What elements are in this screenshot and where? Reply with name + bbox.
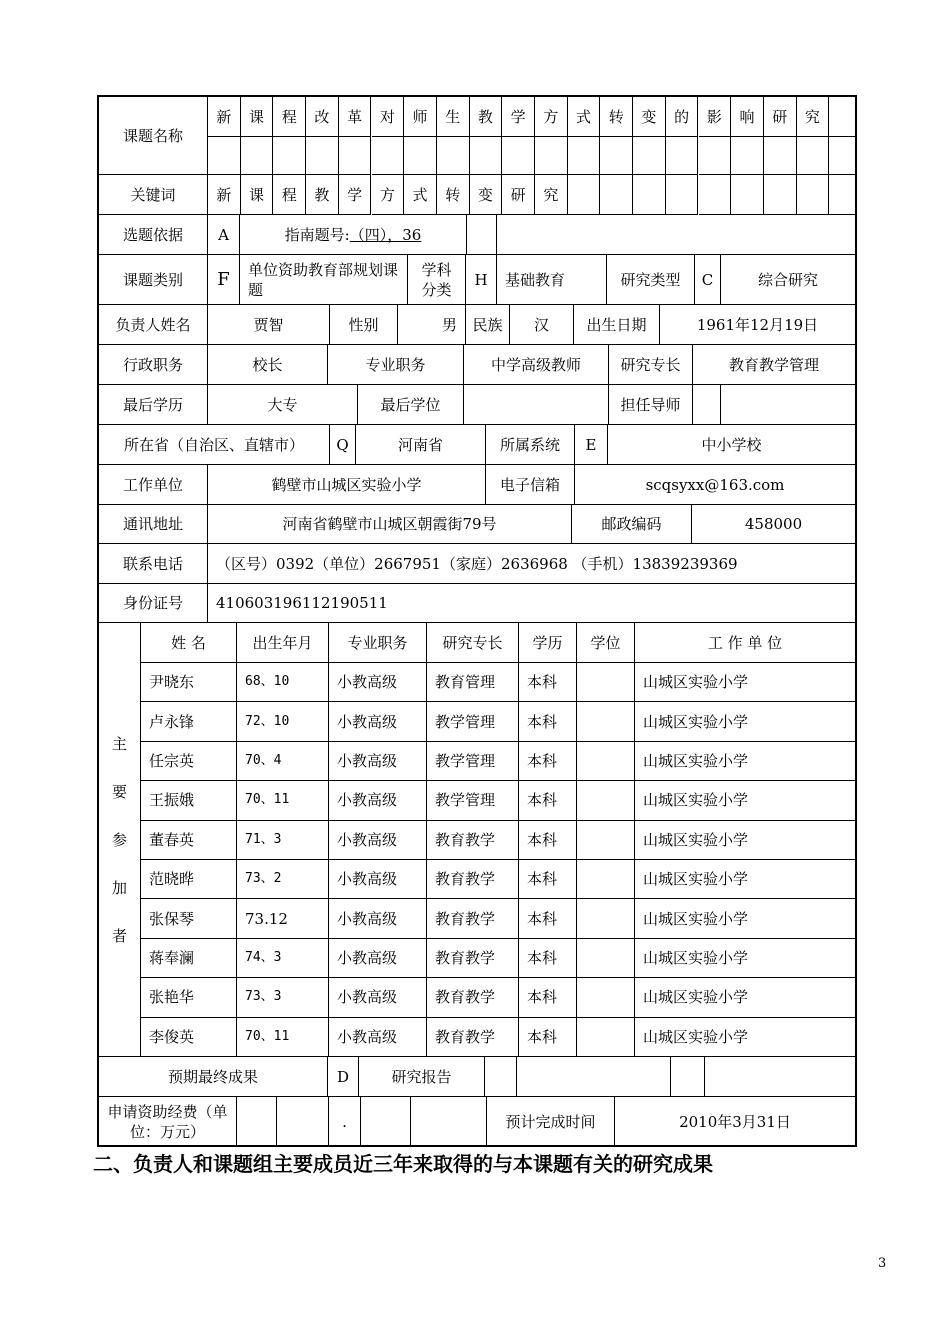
admin-label: 行政职务: [99, 345, 208, 385]
address-value: 河南省鹤壁市山城区朝霞街79号: [208, 505, 572, 544]
address-label: 通讯地址: [99, 505, 208, 544]
tutor-blank: [721, 385, 855, 425]
keyword-char: 方: [372, 175, 405, 215]
title-char: 变: [633, 97, 666, 137]
members-table-cell: [577, 978, 635, 1017]
members-table-cell: 小教高级: [329, 663, 427, 702]
members-table-cell: 71、3: [237, 821, 329, 860]
edu-value: 大专: [208, 385, 358, 425]
members-table-cell: 70、4: [237, 742, 329, 781]
title-char-blank: [339, 137, 372, 175]
title-char-blank: [731, 137, 764, 175]
degree-label: 最后学位: [358, 385, 464, 425]
members-table-cell: 山城区实验小学: [635, 899, 855, 938]
members-table-cell: 山城区实验小学: [635, 1018, 855, 1057]
members-table-cell: 本科: [519, 781, 577, 820]
keyword-char: 新: [208, 175, 241, 215]
title-char-blank: [306, 137, 339, 175]
members-table-cell: [577, 742, 635, 781]
members-table-cell: 本科: [519, 702, 577, 741]
members-table-cell: 73、3: [237, 978, 329, 1017]
members-header-cell: 学位: [577, 623, 635, 663]
title-char: 生: [437, 97, 470, 137]
members-table-cell: 小教高级: [329, 939, 427, 978]
system-label: 所属系统: [486, 425, 575, 465]
members-table-cell: 本科: [519, 663, 577, 702]
members-table-cell: 小教高级: [329, 978, 427, 1017]
members-table-cell: [577, 899, 635, 938]
keyword-char-blank: [764, 175, 797, 215]
title-char: 影: [699, 97, 732, 137]
keywords-label: 关键词: [99, 175, 208, 215]
tutor-label: 担任导师: [609, 385, 693, 425]
keyword-char-blank: [600, 175, 633, 215]
members-table-cell: 本科: [519, 978, 577, 1017]
keyword-char: 变: [470, 175, 503, 215]
members-table-cell: 小教高级: [329, 742, 427, 781]
members-table-cell: 山城区实验小学: [635, 781, 855, 820]
system-code: E: [575, 425, 608, 465]
edu-label: 最后学历: [99, 385, 208, 425]
province-label: 所在省（自治区、直辖市）: [99, 425, 330, 465]
title-char-blank: [241, 137, 274, 175]
keyword-char: 教: [306, 175, 339, 215]
keyword-char: 研: [502, 175, 535, 215]
members-table-cell: 70、11: [237, 1018, 329, 1057]
members-table-cell: 教育教学: [427, 899, 519, 938]
members-table-cell: [577, 939, 635, 978]
members-table-cell: [577, 702, 635, 741]
keyword-char: 式: [404, 175, 437, 215]
id-label: 身份证号: [99, 584, 208, 623]
title-char: 式: [568, 97, 601, 137]
funding-cell-3: [361, 1097, 411, 1147]
research-type-code: C: [695, 255, 721, 305]
title-char-blank: [502, 137, 535, 175]
zip-value: 458000: [692, 505, 855, 544]
members-table-cell: 70、11: [237, 781, 329, 820]
system-value: 中小学校: [608, 425, 855, 465]
email-label: 电子信箱: [486, 465, 575, 505]
keyword-char: 程: [273, 175, 306, 215]
members-table-cell: 教育教学: [427, 821, 519, 860]
keyword-char: 究: [535, 175, 568, 215]
title-char-blank: [764, 137, 797, 175]
title-char-blank: [829, 137, 855, 175]
members-header-cell: 学历: [519, 623, 577, 663]
guide-number: [240, 215, 467, 255]
title-char: 方: [535, 97, 568, 137]
title-char-blank: [535, 137, 568, 175]
members-table-cell: 73、2: [237, 860, 329, 899]
id-value: 410603196112190511: [208, 584, 855, 623]
keyword-char-blank: [797, 175, 830, 215]
work-unit-label: 工作单位: [99, 465, 208, 505]
page-number: 3: [878, 1256, 887, 1271]
members-table-cell: 教育教学: [427, 978, 519, 1017]
members-table-cell: 小教高级: [329, 899, 427, 938]
members-table-cell: 范晓晔: [141, 860, 237, 899]
basis-label: 选题依据: [99, 215, 208, 255]
result-label: 预期最终成果: [99, 1057, 328, 1097]
keyword-char-blank: [666, 175, 699, 215]
title-char-blank: [273, 137, 306, 175]
research-type-label: 研究类型: [607, 255, 695, 305]
members-header-cell: 研究专长: [427, 623, 519, 663]
title-char-blank: [404, 137, 437, 175]
members-table-cell: 山城区实验小学: [635, 742, 855, 781]
members-table-cell: 72、10: [237, 702, 329, 741]
basis-blank-wide: [497, 215, 855, 255]
title-char-blank: [633, 137, 666, 175]
title-label: 课题名称: [99, 97, 208, 175]
keyword-char-blank: [731, 175, 764, 215]
phone-value: （区号）0392（单位）2667951（家庭）2636968 （手机）13839239369: [208, 544, 855, 584]
members-table-cell: 本科: [519, 939, 577, 978]
members-table-cell: 山城区实验小学: [635, 939, 855, 978]
basis-code: A: [208, 215, 240, 255]
members-table-cell: 张艳华: [141, 978, 237, 1017]
keyword-char-blank: [829, 175, 855, 215]
members-table-cell: 本科: [519, 1018, 577, 1057]
keyword-char-blank: [699, 175, 732, 215]
members-table-cell: 蒋奉澜: [141, 939, 237, 978]
title-char: 研: [764, 97, 797, 137]
zip-label: 邮政编码: [572, 505, 692, 544]
category-type: 单位资助教育部规划课题: [240, 255, 408, 305]
birth-label: 出生日期: [574, 305, 660, 345]
members-table-cell: 本科: [519, 860, 577, 899]
keyword-char: 课: [241, 175, 274, 215]
title-char: 程: [273, 97, 306, 137]
ethnicity-value: 汉: [510, 305, 574, 345]
members-table-cell: 张保琴: [141, 899, 237, 938]
title-char-blank: [666, 137, 699, 175]
title-char: 响: [731, 97, 764, 137]
members-header-cell: 出生年月: [237, 623, 329, 663]
members-header-cell: 专业职务: [329, 623, 427, 663]
members-table-cell: [577, 1018, 635, 1057]
members-table-cell: 小教高级: [329, 860, 427, 899]
title-char: 的: [666, 97, 699, 137]
members-table-cell: 任宗英: [141, 742, 237, 781]
title-char-blank: [568, 137, 601, 175]
members-header-cell: 姓 名: [141, 623, 237, 663]
members-table-cell: 董春英: [141, 821, 237, 860]
title-char: 师: [404, 97, 437, 137]
members-table-cell: 68、10: [237, 663, 329, 702]
section-heading: 二、负责人和课题组主要成员近三年来取得的与本课题有关的研究成果: [93, 1152, 713, 1176]
members-table-cell: 小教高级: [329, 781, 427, 820]
members-table-cell: 山城区实验小学: [635, 821, 855, 860]
gender-value: 男: [398, 305, 466, 345]
result-value: 研究报告: [359, 1057, 485, 1097]
members-table-cell: 小教高级: [329, 1018, 427, 1057]
title-char: 改: [306, 97, 339, 137]
result-blank-4: [705, 1057, 855, 1097]
members-table-cell: [577, 781, 635, 820]
members-table-cell: 山城区实验小学: [635, 663, 855, 702]
research-type-value: 综合研究: [721, 255, 855, 305]
members-table-cell: 教育教学: [427, 860, 519, 899]
finish-label: 预计完成时间: [487, 1097, 615, 1147]
members-side-label: [99, 623, 141, 1057]
members-table-cell: [577, 821, 635, 860]
specialty-label: 研究专长: [609, 345, 693, 385]
members-table-cell: 教育教学: [427, 939, 519, 978]
side-char: 者: [111, 926, 127, 945]
result-blank-1: [485, 1057, 517, 1097]
keyword-char: 转: [437, 175, 470, 215]
leader-name: 贾智: [208, 305, 330, 345]
province-code: Q: [330, 425, 356, 465]
finish-value: 2010年3月31日: [679, 1113, 791, 1131]
members-table-cell: 王振娥: [141, 781, 237, 820]
title-char: 新: [208, 97, 241, 137]
tutor-value: [693, 385, 721, 425]
members-table-cell: 山城区实验小学: [635, 702, 855, 741]
title-char: 教: [470, 97, 503, 137]
keyword-char: 学: [339, 175, 372, 215]
admin-value: 校长: [208, 345, 328, 385]
members-table-cell: 74、3: [237, 939, 329, 978]
members-table-cell: 教学管理: [427, 781, 519, 820]
result-blank-3: [671, 1057, 705, 1097]
members-table-cell: 卢永锋: [141, 702, 237, 741]
guide-prefix: 指南题号:: [284, 225, 350, 244]
funding-cell-2: [277, 1097, 329, 1147]
province-value: 河南省: [356, 425, 486, 465]
result-blank-2: [517, 1057, 671, 1097]
prof-label: 专业职务: [328, 345, 464, 385]
members-header-cell: 工 作 单 位: [635, 623, 855, 663]
work-unit-value: 鹤壁市山城区实验小学: [208, 465, 486, 505]
specialty-value: 教育教学管理: [693, 345, 855, 385]
members-table-cell: [577, 663, 635, 702]
members-table-cell: 本科: [519, 899, 577, 938]
title-char: 转: [600, 97, 633, 137]
degree-value: [464, 385, 609, 425]
members-table-cell: [577, 860, 635, 899]
funding-cell-1: [237, 1097, 277, 1147]
gender-label: 性别: [330, 305, 398, 345]
funding-cell-4: [411, 1097, 487, 1147]
title-char-blank: [797, 137, 830, 175]
prof-value: 中学高级教师: [464, 345, 609, 385]
title-char: 对: [372, 97, 405, 137]
basis-blank: [467, 215, 497, 255]
title-char-blank: [372, 137, 405, 175]
application-form: [97, 95, 857, 1147]
title-char-blank: [699, 137, 732, 175]
keyword-char-blank: [568, 175, 601, 215]
title-char-blank: [470, 137, 503, 175]
title-char-blank: [437, 137, 470, 175]
guide-value: （四），36: [349, 225, 422, 244]
ethnicity-label: 民族: [466, 305, 510, 345]
members-table-cell: 教学管理: [427, 702, 519, 741]
members-table-cell: 尹晓东: [141, 663, 237, 702]
members-table-cell: 小教高级: [329, 702, 427, 741]
members-table-cell: 73.12: [237, 899, 329, 938]
funding-label: 申请资助经费（单位：万元）: [99, 1097, 237, 1147]
members-table-cell: 山城区实验小学: [635, 860, 855, 899]
members-table-cell: 教育管理: [427, 663, 519, 702]
funding-dot: .: [329, 1097, 361, 1147]
members-table-cell: 小教高级: [329, 821, 427, 860]
category-label: 课题类别: [99, 255, 208, 305]
members-table-cell: 教育教学: [427, 1018, 519, 1057]
category-code: F: [208, 255, 240, 305]
phone-label: 联系电话: [99, 544, 208, 584]
leader-name-label: 负责人姓名: [99, 305, 208, 345]
members-table-cell: 李俊英: [141, 1018, 237, 1057]
members-table-cell: 本科: [519, 821, 577, 860]
side-char: 要: [111, 782, 127, 801]
members-table-cell: 教学管理: [427, 742, 519, 781]
title-char: 究: [797, 97, 830, 137]
result-code: D: [328, 1057, 359, 1097]
side-char: 参: [111, 830, 127, 849]
subject-value: 基础教育: [497, 255, 607, 305]
email-value: scqsyxx@163.com: [575, 465, 855, 505]
title-char: 学: [502, 97, 535, 137]
members-table-cell: 山城区实验小学: [635, 978, 855, 1017]
birth-value: 1961年12月19日: [660, 305, 855, 345]
members-table-cell: 本科: [519, 742, 577, 781]
title-char: 课: [241, 97, 274, 137]
title-char-blank: [208, 137, 241, 175]
title-char: 革: [339, 97, 372, 137]
keyword-char-blank: [633, 175, 666, 215]
title-char-blank: [600, 137, 633, 175]
side-char: 加: [111, 878, 127, 897]
side-char: 主: [111, 734, 127, 753]
title-char: [829, 97, 855, 137]
subject-label: 学科分类: [408, 255, 466, 305]
subject-code: H: [466, 255, 497, 305]
